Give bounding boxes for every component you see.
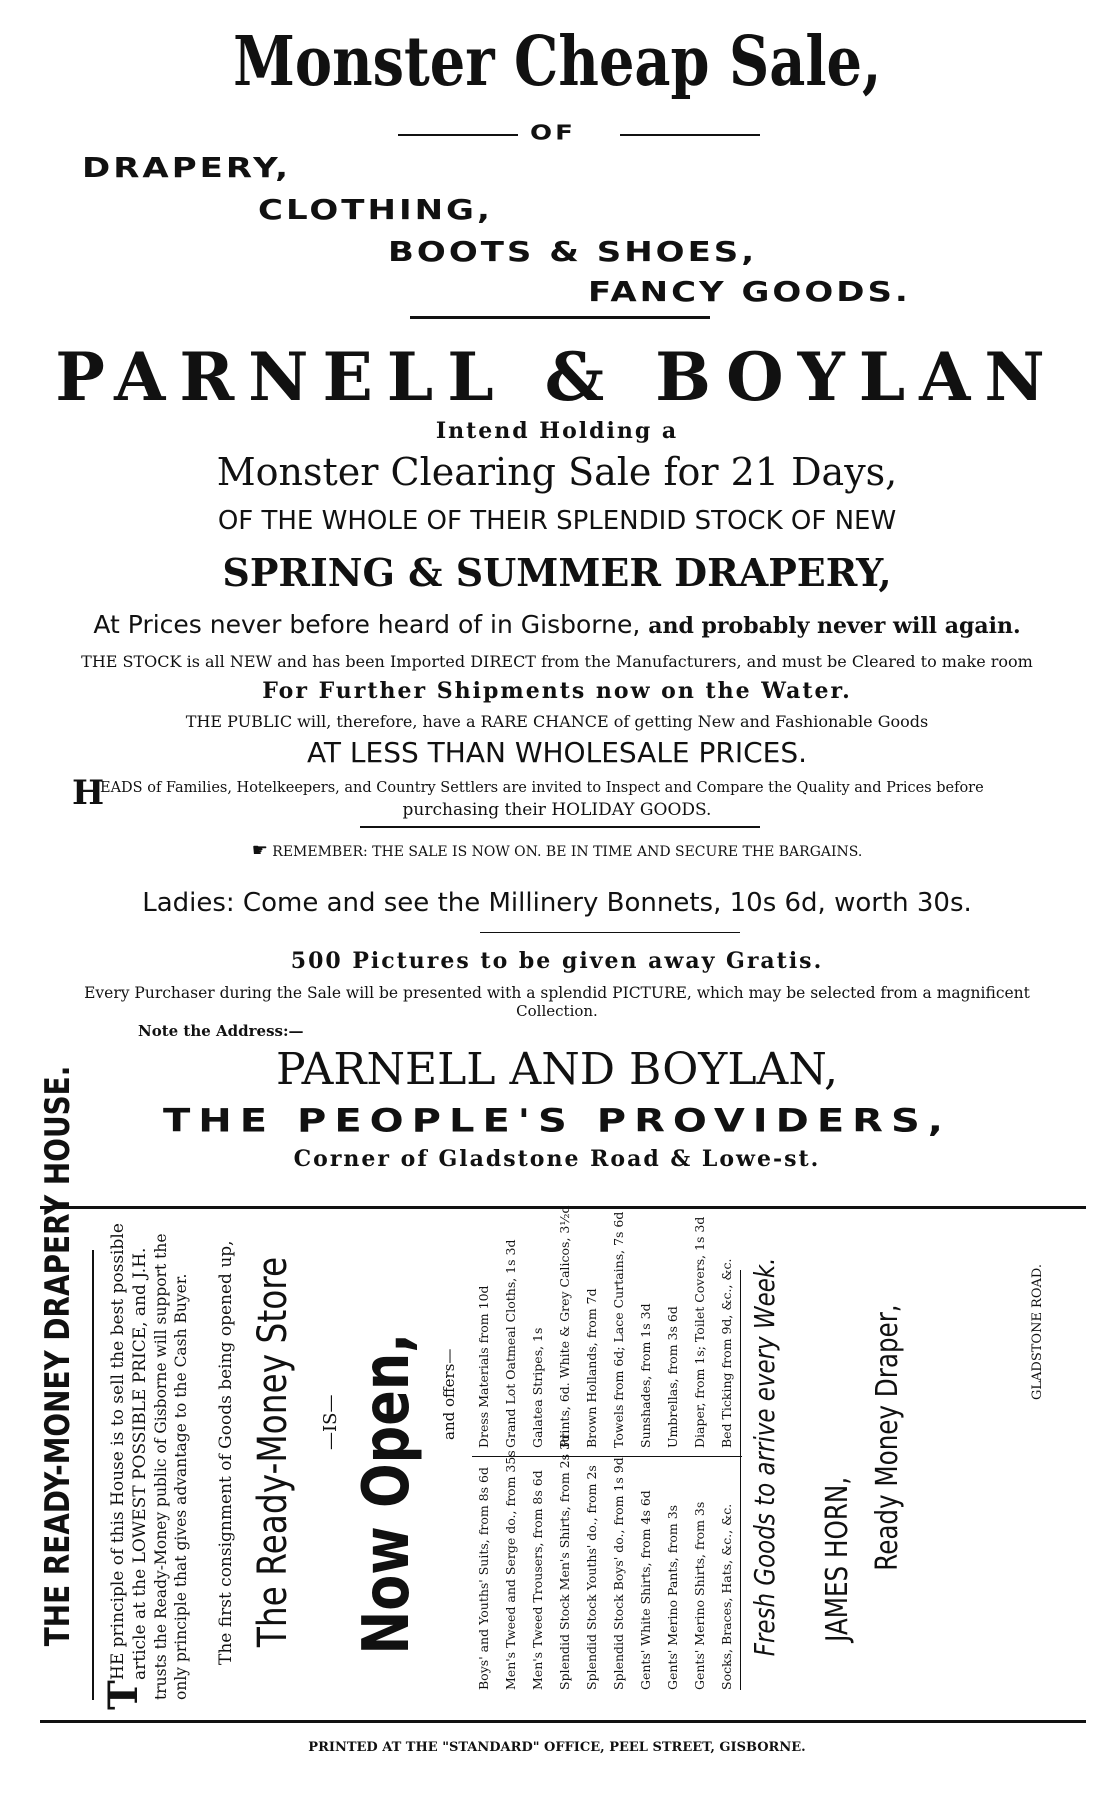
note-address: Note the Address:— [138, 1022, 304, 1040]
list-item: Boys' and Youths' Suits, from 8s 6d [476, 1467, 491, 1690]
firm-name: PARNELL & BOYLAN [55, 338, 1059, 416]
now-open: Now Open, [350, 1332, 424, 1655]
ready-money-store: The Ready-Money Store [250, 1256, 296, 1648]
list-item: Galatea Stripes, 1s [530, 1327, 545, 1448]
every-purchaser-line: Every Purchaser during the Sale will be presented with a splendid PICTURE, which may be selected from a magnificent [84, 984, 1030, 1002]
heads-line-2: purchasing their HOLIDAY GOODS. [402, 800, 712, 820]
list-item: Splendid Stock Men's Shirts, from 2s 3d [557, 1434, 572, 1690]
category-drapery: DRAPERY, [82, 152, 292, 184]
whole-stock-line: OF THE WHOLE OF THEIR SPLENDID STOCK OF NEW [217, 506, 897, 536]
list-column-rule [740, 1270, 741, 1690]
principle-initial: T [100, 1680, 147, 1710]
heads-initial: H [72, 773, 105, 813]
intend-line: Intend Holding a [435, 418, 679, 444]
public-line: THE PUBLIC will, therefore, have a RARE CHANCE of getting New and Fashionable Goods [185, 712, 929, 731]
list-item: Diaper, from 1s; Toilet Covers, 1s 3d [692, 1216, 707, 1448]
ladies-line: Ladies: Come and see the Millinery Bonnets, 10s 6d, worth 30s. [142, 888, 972, 918]
list-item: Socks, Braces, Hats, &c., &c. [719, 1503, 734, 1690]
pictures-line: 500 Pictures to be given away Gratis. [290, 948, 824, 974]
ready-money-draper: Ready Money Draper, [870, 1304, 905, 1571]
list-item: Splendid Stock Youths' do., from 2s [584, 1465, 599, 1690]
list-item: Brown Hollands, from 7d [584, 1288, 599, 1448]
printer-imprint: PRINTED AT THE "STANDARD" OFFICE, PEEL STREET, GISBORNE. [308, 1740, 806, 1755]
wholesale-line: AT LESS THAN WHOLESALE PRICES. [306, 736, 808, 769]
consignment-line: The first consignment of Goods being opened up, [216, 1240, 236, 1665]
offers-label: and offers— [440, 1348, 458, 1440]
james-horn: JAMES HORN, [820, 1476, 855, 1642]
sale-line: Monster Clearing Sale for 21 Days, [216, 450, 898, 494]
list-item: Grand Lot Oatmeal Cloths, 1s 3d [503, 1239, 518, 1448]
principle-line-3: trusts the Ready-Money public of Gisborne will support the [152, 1233, 170, 1700]
list-item: Sunshades, from 1s 3d [638, 1303, 653, 1448]
divider [360, 826, 760, 828]
principle-line-4: only principle that gives advantage to the Cash Buyer. [172, 1273, 190, 1700]
heads-line: EADS of Families, Hotelkeepers, and Country Settlers are invited to Inspect and Compare the Quality and Prices before [100, 780, 984, 796]
of-label: OF [530, 121, 576, 145]
divider-right [620, 134, 760, 136]
list-item: Gents' Merino Pants, from 3s [665, 1504, 680, 1690]
list-item: Gents' Merino Shirts, from 3s [692, 1501, 707, 1690]
address-line: Corner of Gladstone Road & Lowe-st. [293, 1146, 821, 1172]
collection-line: Collection. [516, 1002, 598, 1020]
list-item: Gents' White Shirts, from 4s 6d [638, 1490, 653, 1690]
headline-title: Monster Cheap Sale, [232, 22, 882, 102]
category-fancy-goods: FANCY GOODS. [588, 276, 911, 308]
principle-line-2: article at the LOWEST POSSIBLE PRICE, and J.H. [130, 1247, 150, 1680]
stock-line: THE STOCK is all NEW and has been Imported DIRECT from the Manufacturers, and must be Cleared to make room [81, 652, 1033, 671]
category-boots-shoes: BOOTS & SHOES, [388, 236, 758, 268]
spring-summer-line: SPRING & SUMMER DRAPERY, [222, 550, 892, 595]
category-clothing: CLOTHING, [258, 194, 493, 226]
shipments-line: For Further Shipments now on the Water. [262, 678, 852, 704]
divider-left [398, 134, 518, 136]
peoples-providers: THE PEOPLE'S PROVIDERS, [163, 1102, 951, 1140]
firm-name-2: PARNELL AND BOYLAN, [276, 1044, 838, 1095]
vertical-rule [92, 1250, 94, 1700]
list-item: Umbrellas, from 3s 6d [665, 1306, 680, 1448]
list-item: Splendid Stock Boys' do., from 1s 9d [611, 1457, 626, 1690]
list-item: Men's Tweed and Serge do., from 35s [503, 1450, 518, 1690]
divider [410, 316, 710, 319]
gladstone-road: GLADSTONE ROAD. [1030, 1264, 1045, 1400]
divider [480, 932, 740, 933]
list-item: Men's Tweed Trousers, from 8s 6d [530, 1470, 545, 1690]
principle-line-1: HE principle of this House is to sell the best possible [108, 1223, 128, 1680]
fresh-goods-line: Fresh Goods to arrive every Week. [748, 1257, 781, 1657]
remember-line: ☛ REMEMBER: THE SALE IS NOW ON. BE IN TIME AND SECURE THE BARGAINS. [251, 840, 863, 861]
footer-divider [40, 1720, 1086, 1723]
list-item: Towels from 6d; Lace Curtains, 7s 6d [611, 1211, 626, 1448]
ready-money-house-heading: THE READY-MONEY DRAPERY HOUSE. [38, 1065, 78, 1647]
list-item: Bed Ticking from 9d, &c., &c. [719, 1258, 734, 1448]
list-item: Prints, 6d. White & Grey Calicos, 3½d [557, 1205, 572, 1448]
list-item: Dress Materials from 10d [476, 1285, 491, 1448]
pointing-hand-icon: ☛ [251, 840, 268, 861]
prices-line: At Prices never before heard of in Gisborne, and probably never will again. [93, 610, 1021, 639]
is-label: —IS— [320, 1394, 341, 1450]
